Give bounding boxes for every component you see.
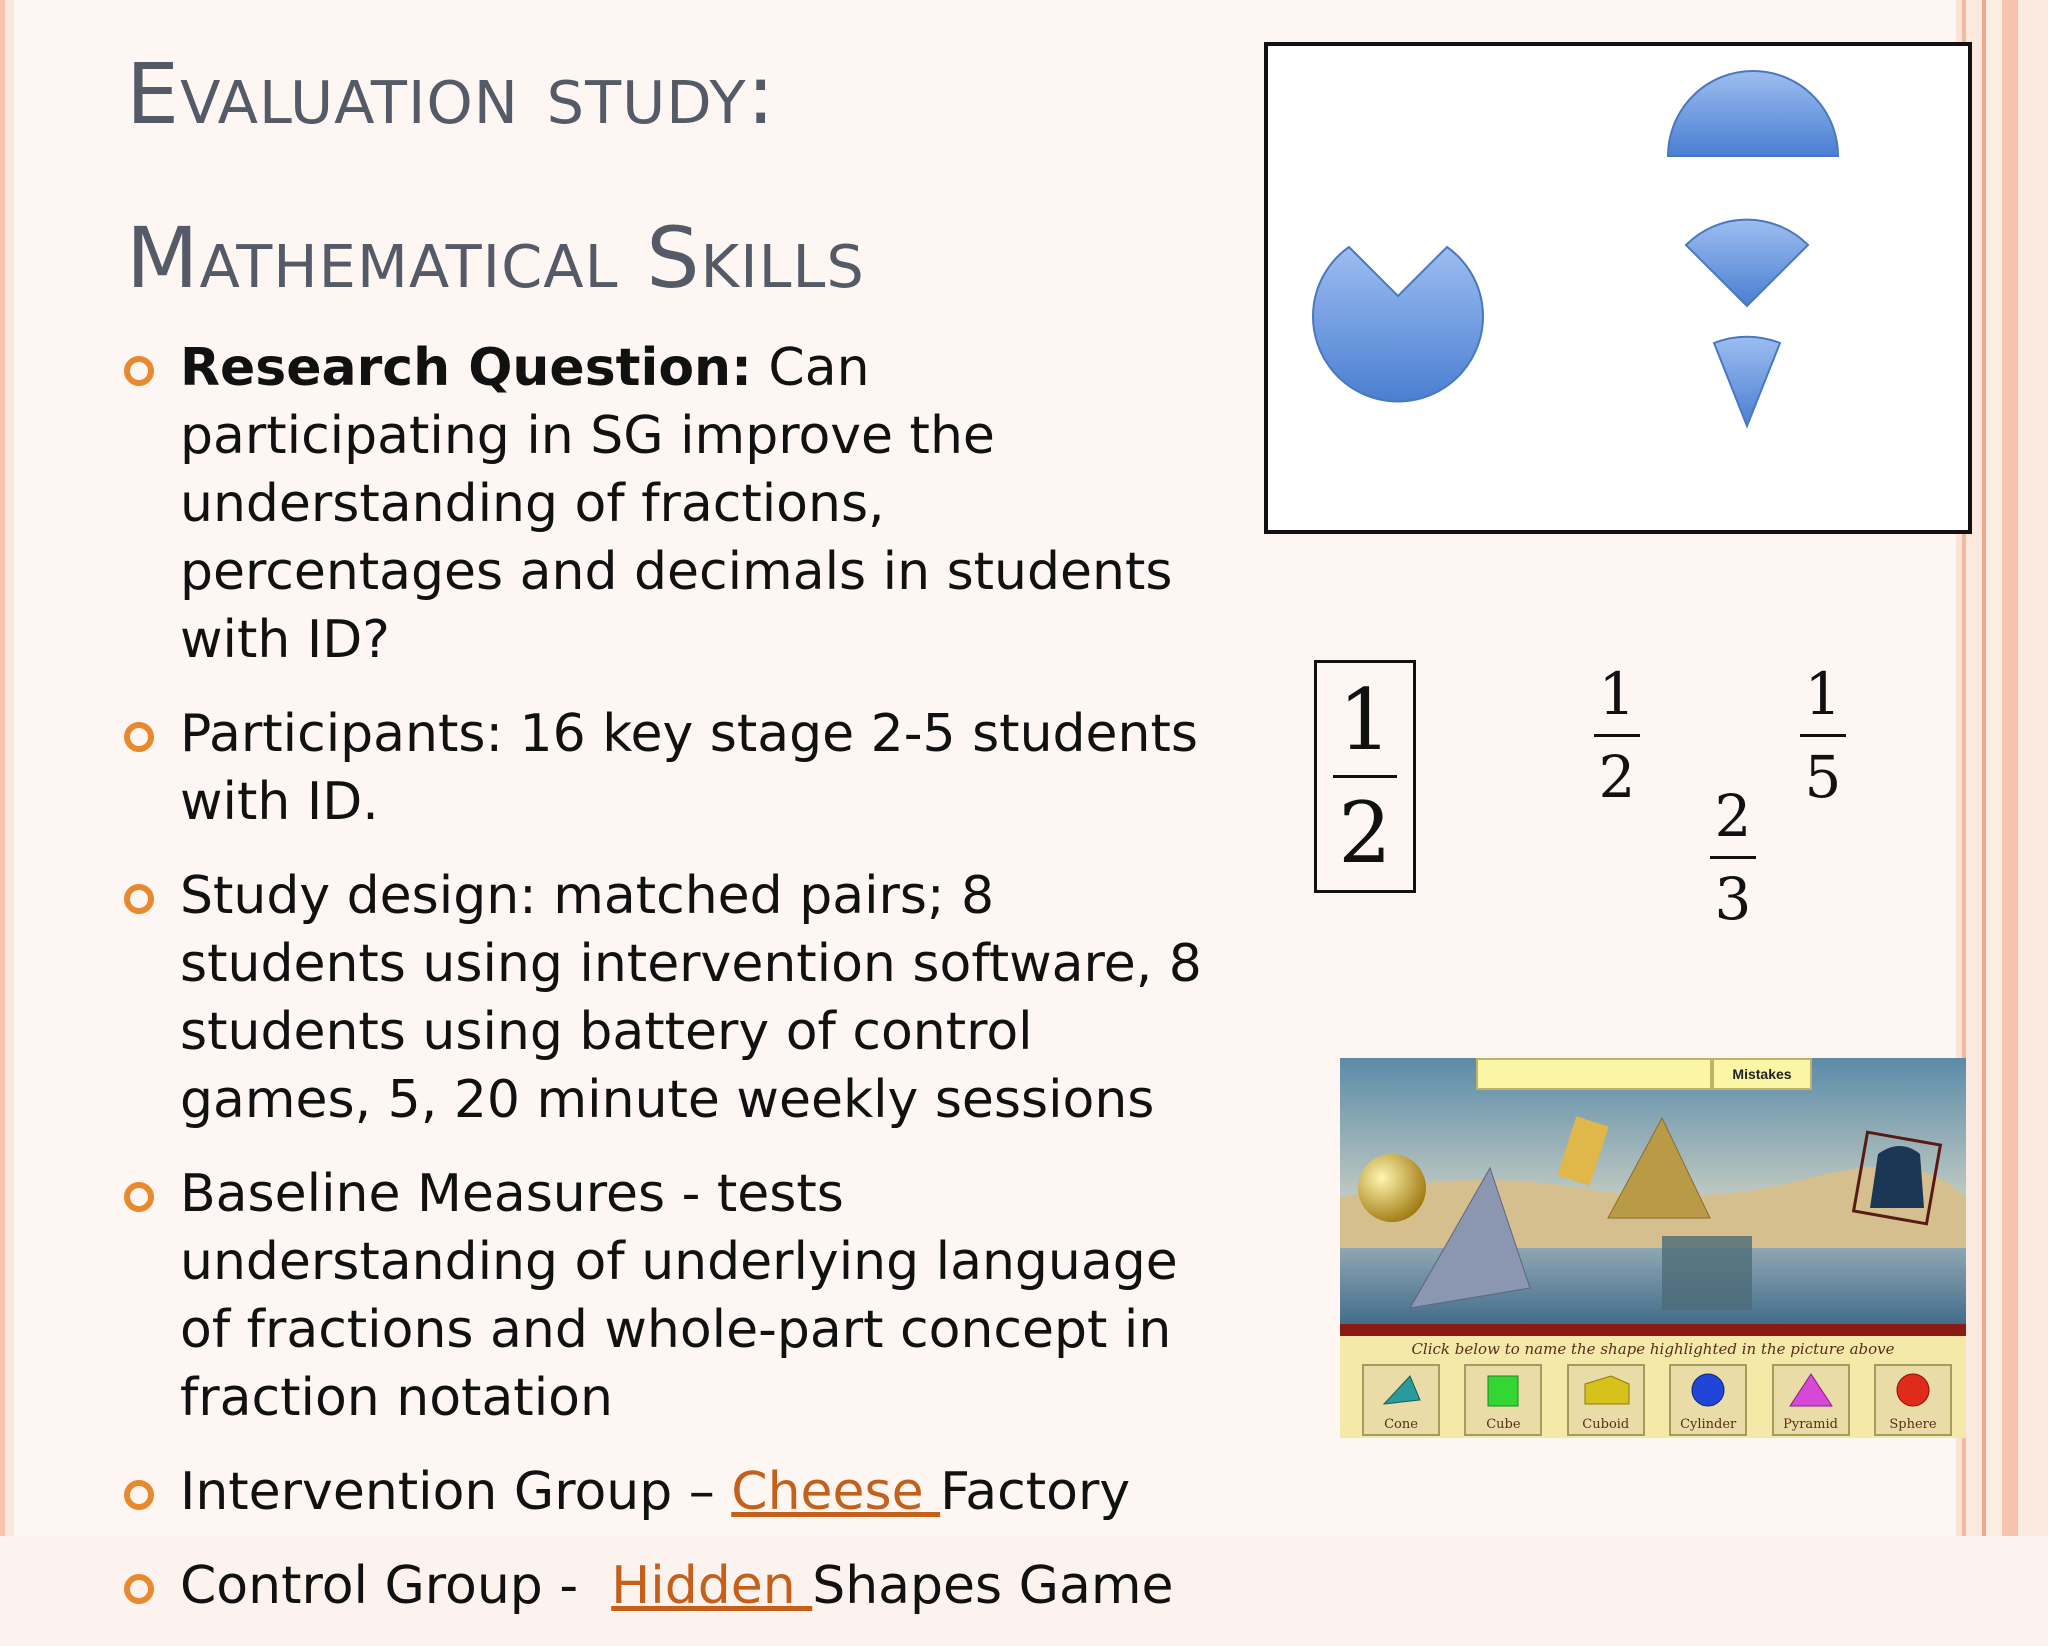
bullet-list (124, 334, 1214, 1646)
game-scene (1340, 1058, 1966, 1336)
research-question-text: Can participating in SG improve the understanding of fractions, percentages and decimals in students with ID? (180, 338, 1173, 670)
cylinder-icon (1683, 1370, 1733, 1412)
fraction (1594, 660, 1640, 811)
bullet-circle-icon (124, 1574, 154, 1604)
title-line-1: Evaluation study: (126, 45, 776, 143)
title-line-2: Mathematical Skills (126, 209, 865, 307)
cylinder-button-label: Cylinder (1680, 1417, 1737, 1432)
slide (14, 0, 1956, 1616)
pyramid-button-label: Pyramid (1783, 1417, 1838, 1432)
fraction (1800, 660, 1846, 811)
cheese-factory-link[interactable]: Cheese (731, 1462, 941, 1522)
cone-button-label: Cone (1384, 1417, 1418, 1432)
cone-icon (1376, 1370, 1426, 1412)
fraction-bar (1594, 734, 1640, 737)
fraction-shapes-svg (1268, 46, 1968, 530)
bullet-research-question (124, 334, 1214, 674)
game-prompt: Click below to name the shape highlighted in the picture above (1411, 1340, 1895, 1358)
highlighted-shape (1870, 1146, 1924, 1208)
half-circle-shape (1668, 71, 1838, 156)
intervention-group-suffix: Factory (940, 1462, 1131, 1522)
fraction-bar (1710, 856, 1756, 859)
shape-buttons (1362, 1364, 1952, 1436)
fraction-numerator: 2 (1714, 782, 1752, 850)
quarter-circle-shape (1686, 220, 1808, 306)
bullet-circle-icon (124, 1480, 154, 1510)
fractions-image (1304, 640, 1904, 970)
baseline-measures-text: Baseline Measures - tests understanding of underlying language of fractions and whole-part concept in fraction notation (180, 1164, 1178, 1428)
bullet-circle-icon (124, 1182, 154, 1212)
cube-shape (1662, 1236, 1752, 1310)
sphere-icon (1888, 1370, 1938, 1412)
cube-button-label: Cube (1486, 1417, 1521, 1432)
cone-button[interactable] (1362, 1364, 1440, 1436)
hidden-shapes-link[interactable]: Hidden (611, 1556, 813, 1616)
participants-text: Participants: 16 key stage 2-5 students with ID. (180, 704, 1198, 832)
fraction-shapes-image (1264, 42, 1972, 534)
cube-button[interactable] (1464, 1364, 1542, 1436)
bullet-study-design (124, 862, 1214, 1134)
fraction (1710, 782, 1756, 933)
pyramid-icon (1786, 1370, 1836, 1412)
intervention-group-prefix: Intervention Group – (180, 1462, 732, 1522)
bullet-baseline-measures (124, 1160, 1214, 1432)
gold-sphere-shape (1358, 1154, 1426, 1222)
bullet-circle-icon (124, 356, 154, 386)
fraction-bar (1800, 734, 1846, 737)
bullet-participants (124, 700, 1214, 836)
bullet-intervention-group (124, 1458, 1214, 1526)
answer-field[interactable] (1476, 1058, 1712, 1090)
sphere-button[interactable] (1874, 1364, 1952, 1436)
research-question-label: Research Question: (180, 338, 752, 398)
hidden-shapes-game-screenshot (1340, 1058, 1966, 1438)
bullet-circle-icon (124, 884, 154, 914)
cube-icon (1478, 1370, 1528, 1412)
fraction-denominator: 2 (1338, 784, 1392, 882)
sphere-button-label: Sphere (1889, 1417, 1937, 1432)
cylinder-button[interactable] (1669, 1364, 1747, 1436)
mistakes-counter: Mistakes (1712, 1058, 1812, 1090)
pyramid-button[interactable] (1772, 1364, 1850, 1436)
control-group-prefix: Control Group - (180, 1556, 612, 1616)
left-decorative-stripe (0, 0, 14, 1536)
bullet-control-group (124, 1552, 1214, 1620)
cuboid-icon (1581, 1370, 1631, 1412)
slice-shape (1714, 337, 1780, 426)
slide-title (126, 12, 865, 340)
cuboid-button[interactable] (1567, 1364, 1645, 1436)
bullet-circle-icon (124, 722, 154, 752)
cuboid-button-label: Cuboid (1582, 1417, 1630, 1432)
circle-missing-quarter-shape (1313, 247, 1483, 401)
fraction-denominator: 3 (1714, 865, 1752, 933)
fraction-numerator: 1 (1804, 660, 1842, 728)
fraction-denominator: 5 (1804, 743, 1842, 811)
fraction-bar (1333, 775, 1397, 778)
control-group-suffix: Shapes Game (812, 1556, 1174, 1616)
boxed-fraction (1314, 660, 1416, 893)
study-design-text: Study design: matched pairs; 8 students using intervention software, 8 students using battery of control games, 5, 20 minute weekly sessions (180, 866, 1202, 1130)
fraction-numerator: 1 (1598, 660, 1636, 728)
fraction-numerator: 1 (1338, 671, 1392, 769)
fraction-denominator: 2 (1598, 743, 1636, 811)
